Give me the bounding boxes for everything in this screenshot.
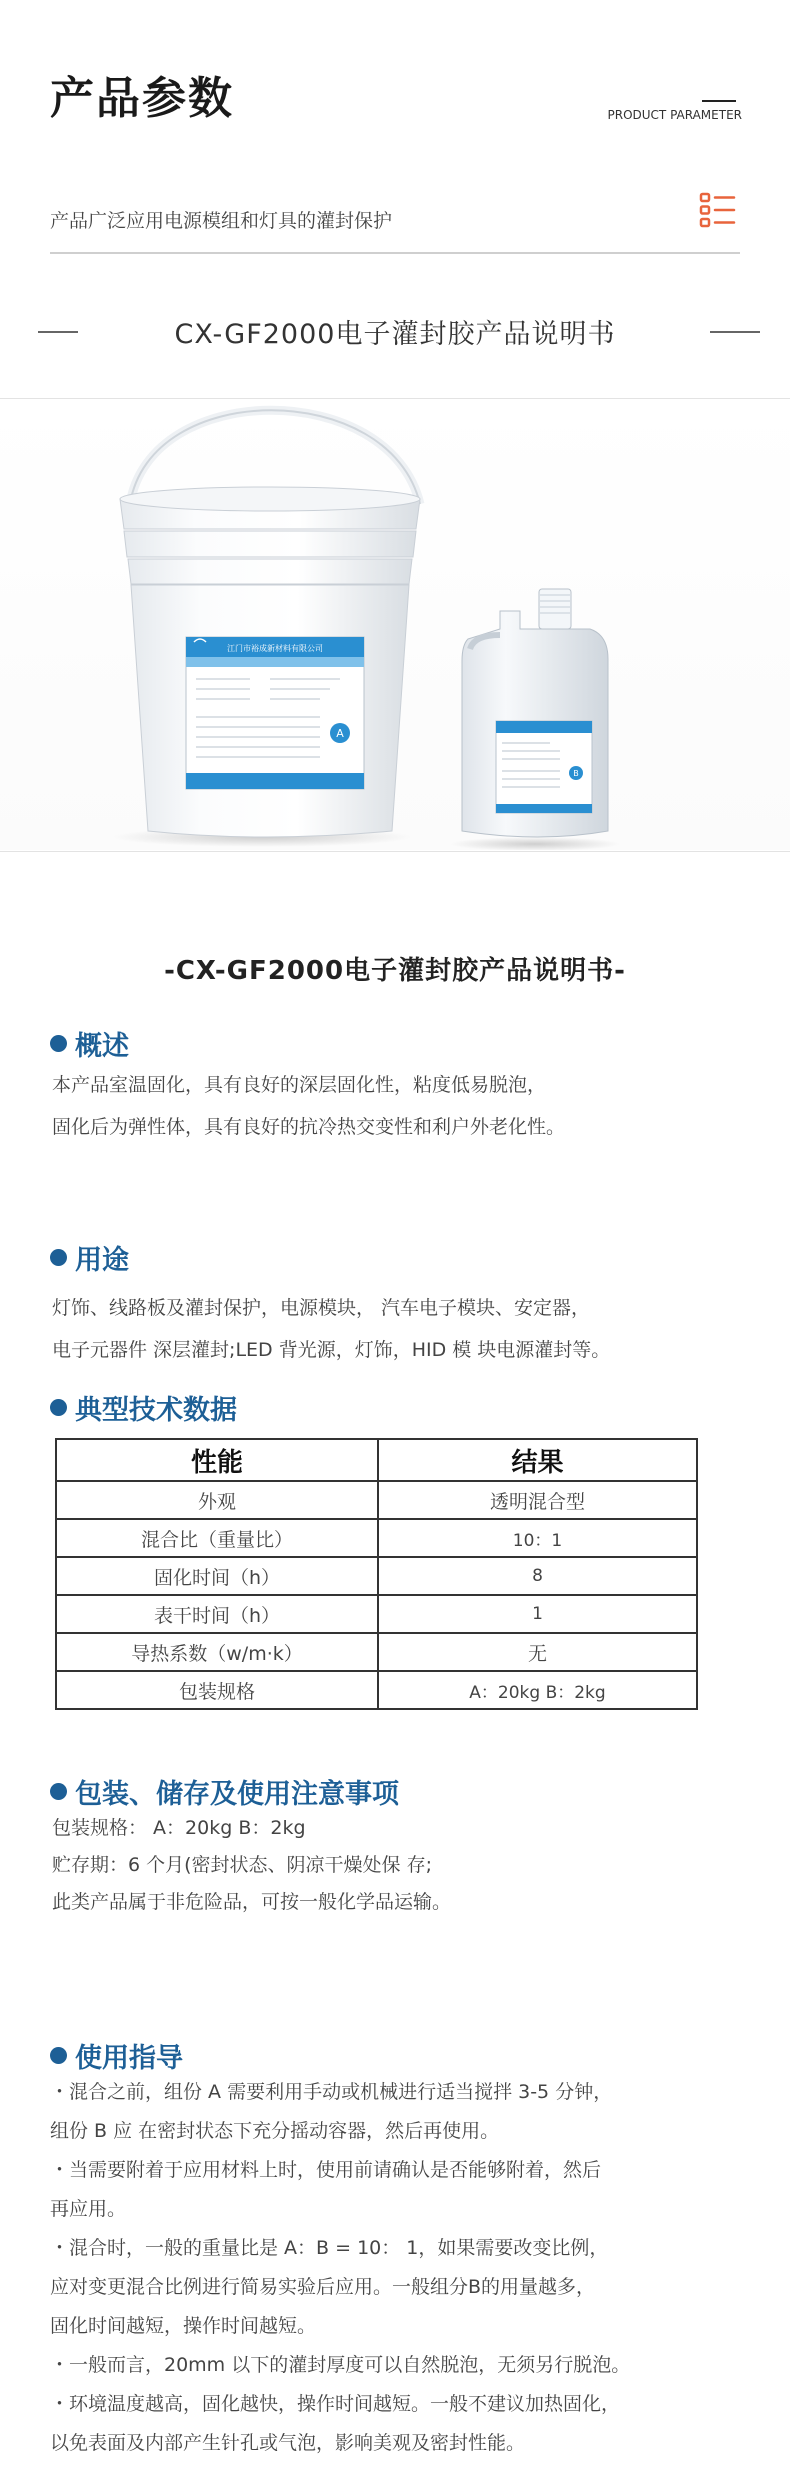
- section-heading-usage: [50, 1238, 129, 1277]
- usage-line: 灯饰、线路板及灌封保护，电源模块， 汽车电子模块、安定器，: [52, 1297, 591, 1319]
- page-subtitle: PRODUCT PARAMETER: [607, 108, 742, 122]
- product-photo: [0, 399, 790, 850]
- section-heading-label: 概述: [75, 1031, 129, 1062]
- section-heading-specs: [50, 1388, 237, 1427]
- guide-line: ・一般而言，20mm 以下的灌封厚度可以自然脱泡，无须另行脱泡。: [50, 2354, 631, 2376]
- bullet-dot: [50, 2047, 67, 2064]
- guide-text: [50, 2073, 750, 2463]
- bucket-label-company: 江门市裕成新材料有限公司: [227, 644, 323, 653]
- section-heading-label: 典型技术数据: [75, 1395, 237, 1426]
- value-cell: 透明混合型: [378, 1481, 697, 1519]
- value-cell: 无: [378, 1633, 697, 1671]
- packaging-text: [52, 1810, 750, 1921]
- column-header: 结果: [378, 1439, 697, 1481]
- value-cell: 10：1: [378, 1519, 697, 1557]
- banner-rule-right: [710, 331, 760, 333]
- intro-text: 产品广泛应用电源模组和灯具的灌封保护: [50, 210, 393, 232]
- overview-line: 本产品室温固化，具有良好的深层固化性，粘度低易脱泡，: [52, 1074, 547, 1096]
- banner-title: CX-GF2000电子灌封胶产品说明书: [174, 319, 616, 350]
- guide-line: 以免表面及内部产生针孔或气泡，影响美观及密封性能。: [50, 2432, 526, 2454]
- value-cell: 8: [378, 1557, 697, 1595]
- overview-line: 固化后为弹性体，具有良好的抗冷热交变性和利户外老化性。: [52, 1116, 566, 1138]
- usage-line: 电子元器件 深层灌封;LED 背光源，灯饰，HID 模 块电源灌封等。: [52, 1339, 611, 1361]
- spec-table: [55, 1438, 698, 1710]
- table-row: [56, 1481, 697, 1519]
- section-heading-overview: [50, 1024, 129, 1063]
- document-title: -CX-GF2000电子灌封胶产品说明书-: [164, 956, 626, 986]
- section-heading-label: 用途: [75, 1245, 129, 1276]
- section-heading-label: 使用指导: [75, 2043, 183, 2074]
- table-row: [56, 1519, 697, 1557]
- table-row: [56, 1557, 697, 1595]
- bullet-dot: [50, 1249, 67, 1266]
- overview-text: [52, 1064, 750, 1148]
- table-row: [56, 1595, 697, 1633]
- bullet-dot: [50, 1783, 67, 1800]
- guide-line: ・混合时，一般的重量比是 A：B = 10： 1，如果需要改变比例，: [50, 2237, 609, 2259]
- property-cell: 混合比（重量比）: [56, 1519, 378, 1557]
- bottle-label-letter: B: [573, 769, 579, 778]
- guide-line: ・混合之前，组份 A 需要利用手动或机械进行适当搅拌 3-5 分钟，: [50, 2081, 613, 2103]
- usage-text: [52, 1287, 750, 1371]
- packaging-line: 此类产品属于非危险品，可按一般化学品运输。: [52, 1891, 452, 1913]
- table-row: [56, 1671, 697, 1709]
- table-row: [56, 1633, 697, 1671]
- intro-divider: [50, 252, 740, 254]
- property-cell: 固化时间（h）: [56, 1557, 378, 1595]
- subtitle-rule: [702, 100, 736, 102]
- guide-line: 再应用。: [50, 2198, 127, 2220]
- packaging-line: 包装规格： A：20kg B：2kg: [52, 1817, 306, 1839]
- value-cell: A：20kg B：2kg: [378, 1671, 697, 1709]
- section-heading-guide: [50, 2036, 183, 2075]
- guide-line: ・当需要附着于应用材料上时，使用前请确认是否能够附着，然后: [50, 2159, 602, 2181]
- bucket-label-letter: A: [336, 727, 344, 740]
- column-header: 性能: [56, 1439, 378, 1481]
- packaging-line: 贮存期：6 个月(密封状态、阴凉干燥处保 存;: [52, 1854, 432, 1876]
- property-cell: 导热系数（w/m·k）: [56, 1633, 378, 1671]
- guide-line: 固化时间越短，操作时间越短。: [50, 2315, 317, 2337]
- bullet-dot: [50, 1399, 67, 1416]
- list-icon[interactable]: [698, 190, 738, 230]
- property-cell: 外观: [56, 1481, 378, 1519]
- value-cell: 1: [378, 1595, 697, 1633]
- guide-line: ・环境温度越高，固化越快，操作时间越短。一般不建议加热固化，: [50, 2393, 621, 2415]
- bullet-dot: [50, 1035, 67, 1052]
- section-heading-packaging: [50, 1772, 399, 1811]
- section-heading-label: 包装、储存及使用注意事项: [75, 1779, 399, 1810]
- page-title: 产品参数: [50, 73, 234, 124]
- guide-line: 组份 B 应 在密封状态下充分摇动容器，然后再使用。: [50, 2120, 500, 2142]
- table-header-row: [56, 1439, 697, 1481]
- property-cell: 表干时间（h）: [56, 1595, 378, 1633]
- property-cell: 包装规格: [56, 1671, 378, 1709]
- guide-line: 应对变更混合比例进行简易实验后应用。一般组分B的用量越多，: [50, 2276, 596, 2298]
- section-divider: [0, 851, 790, 852]
